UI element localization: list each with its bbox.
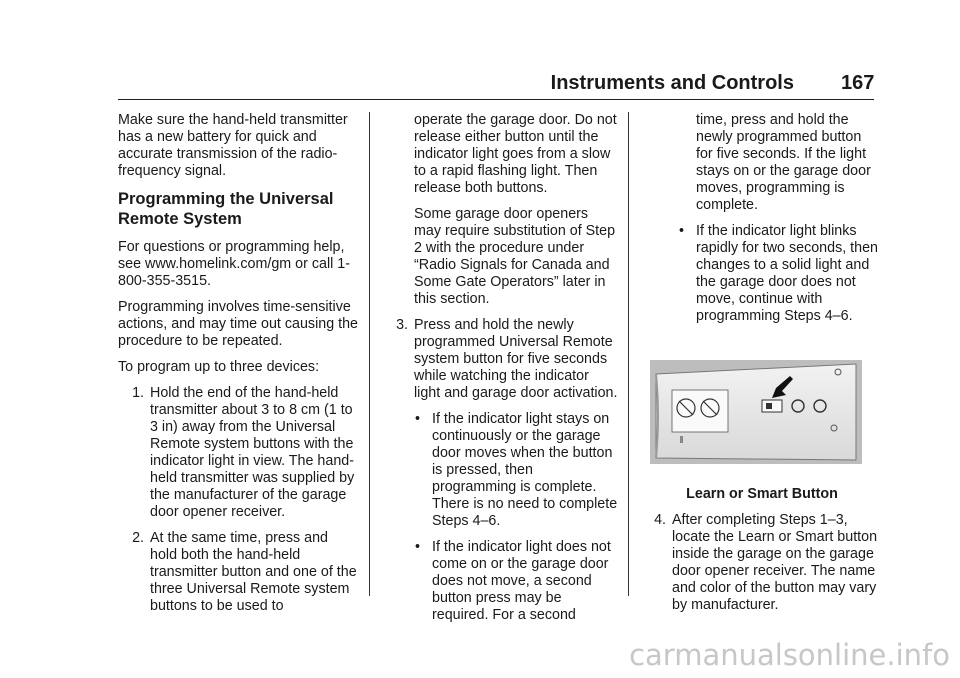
program-intro: To program up to three devices:	[118, 359, 320, 375]
step-text: Hold the end of the hand-held transmitter about 3 to 8 cm (1 to 3 in) away from the Universal Remote system buttons with the indicator light in view. The hand-held transmitter was supplied by the manufacturer of the garage door opener receiver.	[150, 385, 355, 520]
bullet-item	[666, 223, 878, 325]
step-number: 1.	[132, 385, 144, 401]
column-1	[118, 112, 358, 624]
step-3	[382, 317, 618, 402]
header-rule	[118, 99, 874, 100]
intro-paragraph: Make sure the hand-held transmitter has a new battery for quick and accurate transmission of the radio-frequency signal.	[118, 112, 348, 179]
section-heading: Programming the Universal Remote System	[118, 190, 334, 228]
step-text: After completing Steps 1–3, locate the Learn or Smart button inside the garage on the garage door opener receiver. The name and color of the button may vary by manufacturer.	[672, 512, 878, 613]
step-1	[118, 385, 358, 521]
page-number: 167	[841, 72, 875, 94]
garage-opener-illustration	[650, 360, 862, 464]
bullet-text: If the indicator light stays on continuously or the garage door moves when the button is pressed, then programming is complete. There is no need to complete Steps 4–6.	[432, 411, 618, 529]
timing-paragraph: Programming involves time-sensitive actions, and may time out causing the procedure to be repeated.	[118, 299, 359, 349]
column-2	[388, 112, 618, 633]
figure-caption: Learn or Smart Button	[686, 486, 838, 502]
column-3	[646, 112, 878, 623]
bullet-icon: •	[678, 223, 684, 239]
column-divider-1	[369, 112, 370, 596]
bullet-item	[402, 411, 618, 530]
column-divider-2	[628, 112, 629, 596]
step-4	[640, 512, 878, 614]
help-paragraph: For questions or programming help, see www.homelink.com/gm or call 1-800-355-3515.	[118, 239, 351, 289]
bullet-item	[402, 539, 618, 624]
bullet-icon: •	[414, 411, 420, 427]
step-2	[118, 530, 358, 615]
step-number: 3.	[396, 317, 408, 333]
step-number: 4.	[654, 512, 666, 528]
step-2-continued: operate the garage door. Do not release either button until the indicator light goes from a slow to a rapid flashing light. Then release both buttons.	[414, 112, 617, 196]
step-number: 2.	[132, 530, 144, 546]
bullet-icon: •	[414, 539, 420, 555]
bullet-text: If the indicator light does not come on or the garage door does not move, a second button press may be required. For a second	[432, 539, 611, 623]
bullet-text: If the indicator light blinks rapidly for two seconds, then changes to a solid light and the garage door does not move, continue with programming Steps 4–6.	[696, 223, 878, 324]
bullet-2-continued: time, press and hold the newly programmed button for five seconds. If the light stays on or the garage door moves, programming is complete.	[696, 112, 871, 213]
step-text: At the same time, press and hold both the hand-held transmitter button and one of the three Universal Remote system buttons to be used to	[150, 530, 357, 614]
step-text: Press and hold the newly programmed Universal Remote system button for five seconds while watching the indicator light and garage door activation.	[414, 317, 618, 401]
step-2-note: Some garage door openers may require substitution of Step 2 with the procedure under “Radio Signals for Canada and Some Gate Operators” later in this section.	[414, 206, 616, 307]
watermark: carmanualsonline.info	[629, 638, 950, 672]
section-title: Instruments and Controls	[550, 72, 794, 94]
